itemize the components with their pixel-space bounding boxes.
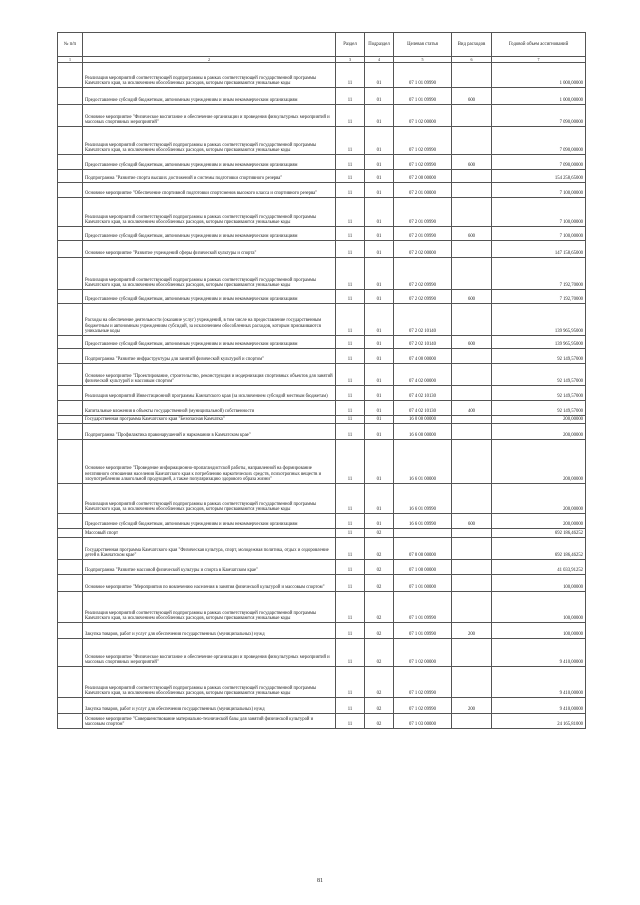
cell-amount: 139 965,95000 <box>492 336 586 349</box>
cell-section: 11 <box>336 592 365 623</box>
cell-section: 11 <box>336 155 365 170</box>
cell-subsection: 02 <box>365 575 394 592</box>
cell-amount: 7 090,00000 <box>492 127 586 155</box>
cell-number <box>58 304 83 336</box>
cell-subsection: 01 <box>365 227 394 241</box>
cell-section: 11 <box>336 440 365 484</box>
cell-amount: 92 149,57000 <box>492 401 586 416</box>
table-row <box>58 529 586 538</box>
col-header-number: № п/п <box>58 33 83 57</box>
table-row <box>58 538 586 560</box>
cell-expense-type <box>452 529 492 538</box>
cell-expense-type <box>452 560 492 575</box>
table-row <box>58 304 586 336</box>
cell-amount: 24 165,81000 <box>492 714 586 729</box>
cell-amount: 9 410,00000 <box>492 698 586 714</box>
table-row <box>58 440 586 484</box>
cell-target: 16 6 01 09990 <box>394 514 452 529</box>
table-row <box>58 364 586 386</box>
table-row <box>58 714 586 729</box>
cell-expense-type <box>452 183 492 198</box>
cell-target: 07 2 00 00000 <box>394 170 452 183</box>
cell-amount: 7 192,70000 <box>492 290 586 304</box>
cell-subsection: 02 <box>365 560 394 575</box>
cell-subsection: 02 <box>365 623 394 639</box>
table-row <box>58 575 586 592</box>
cell-subsection: 01 <box>365 484 394 514</box>
cell-subsection: 01 <box>365 88 394 105</box>
cell-name: Предоставление субсидий бюджетным, автономным учреждениям и иным некоммерческим организациям <box>83 155 336 170</box>
cell-subsection: 01 <box>365 364 394 386</box>
cell-section: 11 <box>336 401 365 416</box>
cell-amount: 7 100,00000 <box>492 198 586 227</box>
cell-subsection: 01 <box>365 198 394 227</box>
cell-subsection: 01 <box>365 514 394 529</box>
cell-number <box>58 364 83 386</box>
cell-expense-type <box>452 667 492 698</box>
column-number: 7 <box>492 57 586 63</box>
table-row <box>58 227 586 241</box>
cell-subsection: 02 <box>365 538 394 560</box>
cell-section: 11 <box>336 183 365 198</box>
table-header-row <box>58 33 586 57</box>
cell-expense-type <box>452 484 492 514</box>
cell-name: Основное мероприятие "Совершенствование материально-технической базы для занятий физической культурой и массовым спортом" <box>83 714 336 729</box>
cell-amount: 7 090,00000 <box>492 105 586 127</box>
cell-section: 11 <box>336 336 365 349</box>
cell-expense-type: 600 <box>452 514 492 529</box>
cell-target: 07 1 03 00000 <box>394 714 452 729</box>
cell-expense-type: 400 <box>452 401 492 416</box>
cell-section: 11 <box>336 304 365 336</box>
cell-amount: 92 149,57000 <box>492 364 586 386</box>
cell-amount: 200,00000 <box>492 416 586 424</box>
cell-subsection: 01 <box>365 349 394 364</box>
cell-number <box>58 336 83 349</box>
cell-name: Подпрограмма "Развитие массовой физической культуры и спорта в Камчатском крае" <box>83 560 336 575</box>
cell-section: 11 <box>336 623 365 639</box>
cell-amount: 9 410,00000 <box>492 667 586 698</box>
col-header-amount: Годовой объем ассигнований <box>492 33 586 57</box>
cell-name: Предоставление субсидий бюджетным, автономным учреждениям и иным некоммерческим организациям <box>83 514 336 529</box>
col-header-expense-type: Вид расходов <box>452 33 492 57</box>
cell-name: Подпрограмма "Развитие инфраструктуры для занятий физической культурой и спортом" <box>83 349 336 364</box>
cell-expense-type <box>452 424 492 440</box>
cell-number <box>58 105 83 127</box>
cell-name: Реализация мероприятий соответствующей подпрограммы в рамках соответствующей государственной программы Камчатского края, за исключением обособленных расходов, которым присваиваются уникальные коды <box>83 592 336 623</box>
cell-subsection: 01 <box>365 127 394 155</box>
cell-target: 07 1 00 00000 <box>394 560 452 575</box>
cell-section: 11 <box>336 698 365 714</box>
cell-section: 11 <box>336 529 365 538</box>
cell-target: 07 4 02 10130 <box>394 401 452 416</box>
cell-subsection: 02 <box>365 667 394 698</box>
cell-target: 07 1 02 00000 <box>394 105 452 127</box>
cell-expense-type: 600 <box>452 290 492 304</box>
cell-number <box>58 127 83 155</box>
cell-subsection: 01 <box>365 401 394 416</box>
cell-amount: 41 033,91252 <box>492 560 586 575</box>
cell-name: Государственная программа Камчатского края "Безопасная Камчатка" <box>83 416 336 424</box>
cell-subsection: 01 <box>365 440 394 484</box>
cell-amount: 200,00000 <box>492 440 586 484</box>
cell-expense-type <box>452 364 492 386</box>
col-header-subsection: Подраздел <box>365 33 394 57</box>
table-row <box>58 667 586 698</box>
cell-expense-type <box>452 592 492 623</box>
cell-section: 11 <box>336 290 365 304</box>
cell-target: 07 1 01 09990 <box>394 88 452 105</box>
cell-name: Реализация мероприятий соответствующей подпрограммы в рамках соответствующей государственной программы Камчатского края, за исключением обособленных расходов, которым присваиваются уникальные коды <box>83 484 336 514</box>
table-row <box>58 290 586 304</box>
cell-number <box>58 386 83 401</box>
cell-subsection: 02 <box>365 529 394 538</box>
col-header-name <box>83 33 336 57</box>
cell-subsection: 01 <box>365 241 394 258</box>
cell-expense-type <box>452 63 492 88</box>
cell-amount: 100,00000 <box>492 592 586 623</box>
table-row <box>58 183 586 198</box>
cell-expense-type: 600 <box>452 155 492 170</box>
table-row <box>58 698 586 714</box>
cell-name: Расходы на обеспечение деятельности (оказание услуг) учреждений, в том числе на предоставление государственным бюджетным и автономным учреждениям субсидий, за исключением обособленных расходов, которым присваиваются уникальные коды <box>83 304 336 336</box>
cell-target: 07 4 02 00000 <box>394 364 452 386</box>
cell-subsection: 02 <box>365 714 394 729</box>
cell-expense-type: 200 <box>452 623 492 639</box>
cell-name: Подпрограмма "Профилактика правонарушений и наркомании в Камчатском крае" <box>83 424 336 440</box>
table-row <box>58 560 586 575</box>
cell-expense-type <box>452 386 492 401</box>
cell-subsection: 01 <box>365 63 394 88</box>
cell-number <box>58 538 83 560</box>
cell-subsection: 02 <box>365 698 394 714</box>
cell-amount: 200,00000 <box>492 484 586 514</box>
cell-name: Подпрограмма "Развитие спорта высших достижений и системы подготовки спортивного резерва" <box>83 170 336 183</box>
column-number: 1 <box>58 57 83 63</box>
cell-subsection: 01 <box>365 416 394 424</box>
cell-subsection: 01 <box>365 336 394 349</box>
cell-number <box>58 349 83 364</box>
cell-amount: 9 410,00000 <box>492 639 586 667</box>
table-row <box>58 592 586 623</box>
cell-target: 16 6 01 09990 <box>394 484 452 514</box>
cell-target: 07 2 02 10140 <box>394 304 452 336</box>
cell-name: Предоставление субсидий бюджетным, автономным учреждениям и иным некоммерческим организациям <box>83 88 336 105</box>
cell-name: Массовый спорт <box>83 529 336 538</box>
cell-expense-type <box>452 440 492 484</box>
cell-amount: 692 186,46252 <box>492 538 586 560</box>
cell-subsection: 01 <box>365 304 394 336</box>
col-header-target: Целевая статья <box>394 33 452 57</box>
cell-section: 11 <box>336 639 365 667</box>
cell-expense-type: 200 <box>452 698 492 714</box>
cell-target: 16 6 01 00000 <box>394 440 452 484</box>
cell-number <box>58 227 83 241</box>
cell-name: Предоставление субсидий бюджетным, автономным учреждениям и иным некоммерческим организациям <box>83 336 336 349</box>
cell-section: 11 <box>336 364 365 386</box>
cell-target: 16 6 00 00000 <box>394 424 452 440</box>
table-row <box>58 623 586 639</box>
cell-number <box>58 514 83 529</box>
cell-subsection: 01 <box>365 170 394 183</box>
table-row <box>58 416 586 424</box>
cell-number <box>58 241 83 258</box>
cell-target: 07 0 00 00000 <box>394 538 452 560</box>
column-number: 3 <box>336 57 365 63</box>
cell-section: 11 <box>336 198 365 227</box>
cell-target <box>394 529 452 538</box>
col-header-section: Раздел <box>336 33 365 57</box>
table-row <box>58 258 586 290</box>
cell-expense-type <box>452 416 492 424</box>
cell-number <box>58 714 83 729</box>
cell-target: 07 1 01 09990 <box>394 623 452 639</box>
cell-expense-type: 600 <box>452 227 492 241</box>
cell-name: Капитальные вложения в объекты государственной (муниципальной) собственности <box>83 401 336 416</box>
cell-subsection: 01 <box>365 424 394 440</box>
cell-expense-type <box>452 241 492 258</box>
cell-expense-type <box>452 258 492 290</box>
cell-number <box>58 575 83 592</box>
cell-name: Основное мероприятие "Физическое воспитание и обеспечение организации и проведения физкультурных мероприятий и массовых спортивных мероприятий" <box>83 639 336 667</box>
cell-expense-type <box>452 170 492 183</box>
cell-section: 11 <box>336 258 365 290</box>
cell-amount: 200,00000 <box>492 424 586 440</box>
cell-number <box>58 592 83 623</box>
cell-expense-type <box>452 105 492 127</box>
cell-name: Основное мероприятие "Проведение информационно-пропагандистской работы, направленной на формирование негативного отношения населения Камчатского края к потреблению наркотических средств, психотропных веществ и злоупотреблению алкогольной продукцией, а также популяризацию здорового образа жизни" <box>83 440 336 484</box>
cell-section: 11 <box>336 514 365 529</box>
table-row <box>58 198 586 227</box>
cell-amount: 100,00000 <box>492 575 586 592</box>
cell-target: 07 1 01 09990 <box>394 63 452 88</box>
cell-section: 11 <box>336 349 365 364</box>
table-body <box>58 63 586 729</box>
table-row <box>58 424 586 440</box>
cell-number <box>58 183 83 198</box>
cell-section: 11 <box>336 241 365 258</box>
table-row <box>58 105 586 127</box>
cell-target: 07 1 01 00000 <box>394 575 452 592</box>
cell-name: Реализация мероприятий соответствующей подпрограммы в рамках соответствующей государственной программы Камчатского края, за исключением обособленных расходов, которым присваиваются уникальные коды <box>83 63 336 88</box>
cell-number <box>58 170 83 183</box>
cell-name: Предоставление субсидий бюджетным, автономным учреждениям и иным некоммерческим организациям <box>83 227 336 241</box>
cell-amount: 7 100,00000 <box>492 227 586 241</box>
cell-number <box>58 667 83 698</box>
column-number: 6 <box>452 57 492 63</box>
budget-table <box>57 32 586 729</box>
cell-amount: 200,00000 <box>492 514 586 529</box>
cell-name: Реализация мероприятий соответствующей подпрограммы в рамках соответствующей государственной программы Камчатского края, за исключением обособленных расходов, которым присваиваются уникальные коды <box>83 667 336 698</box>
cell-expense-type <box>452 714 492 729</box>
table-row <box>58 155 586 170</box>
cell-section: 11 <box>336 575 365 592</box>
cell-amount: 92 149,57000 <box>492 386 586 401</box>
cell-section: 11 <box>336 63 365 88</box>
page-number: 81 <box>317 878 323 884</box>
cell-name: Основное мероприятие "Проектирование, строительство, реконструкция и модернизация спортивных объектов для занятий физической культурой и массовым спортом" <box>83 364 336 386</box>
cell-number <box>58 155 83 170</box>
table-row <box>58 241 586 258</box>
cell-target: 07 1 02 09990 <box>394 667 452 698</box>
cell-target: 16 0 00 00000 <box>394 416 452 424</box>
cell-amount: 1 000,00000 <box>492 88 586 105</box>
cell-target: 07 2 02 00000 <box>394 241 452 258</box>
cell-target: 07 2 02 09990 <box>394 258 452 290</box>
table-row <box>58 386 586 401</box>
cell-subsection: 01 <box>365 105 394 127</box>
cell-amount: 7 090,00000 <box>492 155 586 170</box>
table-row <box>58 336 586 349</box>
cell-expense-type <box>452 538 492 560</box>
cell-target: 07 2 01 00000 <box>394 183 452 198</box>
cell-target: 07 2 01 09990 <box>394 198 452 227</box>
table-row <box>58 63 586 88</box>
cell-amount: 139 965,95000 <box>492 304 586 336</box>
cell-section: 11 <box>336 714 365 729</box>
cell-amount: 1 000,00000 <box>492 63 586 88</box>
cell-name: Закупка товаров, работ и услуг для обеспечения государственных (муниципальных) нужд <box>83 623 336 639</box>
cell-amount: 7 100,00000 <box>492 183 586 198</box>
table-row <box>58 170 586 183</box>
cell-number <box>58 401 83 416</box>
cell-target: 07 1 02 09990 <box>394 155 452 170</box>
cell-section: 11 <box>336 127 365 155</box>
table-row <box>58 127 586 155</box>
cell-target: 07 1 01 09990 <box>394 592 452 623</box>
cell-amount: 7 192,70000 <box>492 258 586 290</box>
cell-subsection: 01 <box>365 258 394 290</box>
cell-name: Основное мероприятие "Физическое воспитание и обеспечение организации и проведения физкультурных мероприятий и массовых спортивных мероприятий" <box>83 105 336 127</box>
cell-section: 11 <box>336 560 365 575</box>
cell-number <box>58 698 83 714</box>
cell-section: 11 <box>336 227 365 241</box>
cell-section: 11 <box>336 386 365 401</box>
cell-name: Основное мероприятие "Обеспечение спортивной подготовки спортсменов высокого класса и спортивного резерва" <box>83 183 336 198</box>
cell-expense-type <box>452 349 492 364</box>
table-row <box>58 484 586 514</box>
cell-name: Основное мероприятие "Мероприятия по вовлечению населения в занятия физической культурой и массовым спортом" <box>83 575 336 592</box>
cell-number <box>58 639 83 667</box>
cell-target: 07 4 02 10130 <box>394 386 452 401</box>
cell-amount: 692 186,46252 <box>492 529 586 538</box>
cell-subsection: 01 <box>365 183 394 198</box>
cell-number <box>58 484 83 514</box>
cell-number <box>58 424 83 440</box>
cell-expense-type <box>452 639 492 667</box>
cell-section: 11 <box>336 667 365 698</box>
cell-number <box>58 416 83 424</box>
cell-section: 11 <box>336 170 365 183</box>
cell-target: 07 1 02 09990 <box>394 698 452 714</box>
cell-amount: 147 158,65000 <box>492 241 586 258</box>
cell-amount: 154 258,65000 <box>492 170 586 183</box>
cell-name: Предоставление субсидий бюджетным, автономным учреждениям и иным некоммерческим организациям <box>83 290 336 304</box>
cell-section: 11 <box>336 424 365 440</box>
table-row <box>58 514 586 529</box>
cell-expense-type <box>452 304 492 336</box>
cell-target: 07 2 02 10140 <box>394 336 452 349</box>
cell-subsection: 02 <box>365 592 394 623</box>
cell-name: Закупка товаров, работ и услуг для обеспечения государственных (муниципальных) нужд <box>83 698 336 714</box>
cell-target: 07 4 00 00000 <box>394 349 452 364</box>
cell-number <box>58 258 83 290</box>
cell-name: Реализация мероприятий соответствующей подпрограммы в рамках соответствующей государственной программы Камчатского края, за исключением обособленных расходов, которым присваиваются уникальные коды <box>83 127 336 155</box>
column-number: 2 <box>83 57 336 63</box>
cell-name: Основное мероприятие "Развитие учреждений сферы физической культуры и спорта" <box>83 241 336 258</box>
cell-expense-type: 600 <box>452 88 492 105</box>
cell-expense-type <box>452 127 492 155</box>
column-number: 4 <box>365 57 394 63</box>
cell-section: 11 <box>336 416 365 424</box>
cell-name: Реализация мероприятий соответствующей подпрограммы в рамках соответствующей государственной программы Камчатского края, за исключением обособленных расходов, которым присваиваются уникальные коды <box>83 258 336 290</box>
cell-subsection: 02 <box>365 639 394 667</box>
cell-target: 07 2 01 09990 <box>394 227 452 241</box>
cell-number <box>58 440 83 484</box>
table-row <box>58 401 586 416</box>
cell-number <box>58 529 83 538</box>
cell-expense-type <box>452 575 492 592</box>
cell-number <box>58 560 83 575</box>
table-row <box>58 349 586 364</box>
cell-subsection: 01 <box>365 290 394 304</box>
cell-expense-type: 600 <box>452 336 492 349</box>
table-row <box>58 88 586 105</box>
cell-section: 11 <box>336 105 365 127</box>
cell-number <box>58 63 83 88</box>
cell-section: 11 <box>336 538 365 560</box>
cell-number <box>58 88 83 105</box>
cell-amount: 92 149,57000 <box>492 349 586 364</box>
table-row <box>58 639 586 667</box>
cell-name: Реализация мероприятий соответствующей подпрограммы в рамках соответствующей государственной программы Камчатского края, за исключением обособленных расходов, которым присваиваются уникальные коды <box>83 198 336 227</box>
cell-section: 11 <box>336 484 365 514</box>
cell-number <box>58 290 83 304</box>
column-number: 5 <box>394 57 452 63</box>
cell-section: 11 <box>336 88 365 105</box>
cell-target: 07 1 02 00000 <box>394 639 452 667</box>
cell-expense-type <box>452 198 492 227</box>
cell-name: Реализация мероприятий Инвестиционной программы Камчатского края (за исключением субсидий местным бюджетам) <box>83 386 336 401</box>
cell-number <box>58 623 83 639</box>
cell-target: 07 2 02 09990 <box>394 290 452 304</box>
cell-subsection: 01 <box>365 386 394 401</box>
cell-target: 07 1 02 09990 <box>394 127 452 155</box>
cell-subsection: 01 <box>365 155 394 170</box>
cell-name: Государственная программа Камчатского края "Физическая культура, спорт, молодежная политика, отдых и оздоровление детей в Камчатском крае" <box>83 538 336 560</box>
cell-amount: 100,00000 <box>492 623 586 639</box>
cell-number <box>58 198 83 227</box>
